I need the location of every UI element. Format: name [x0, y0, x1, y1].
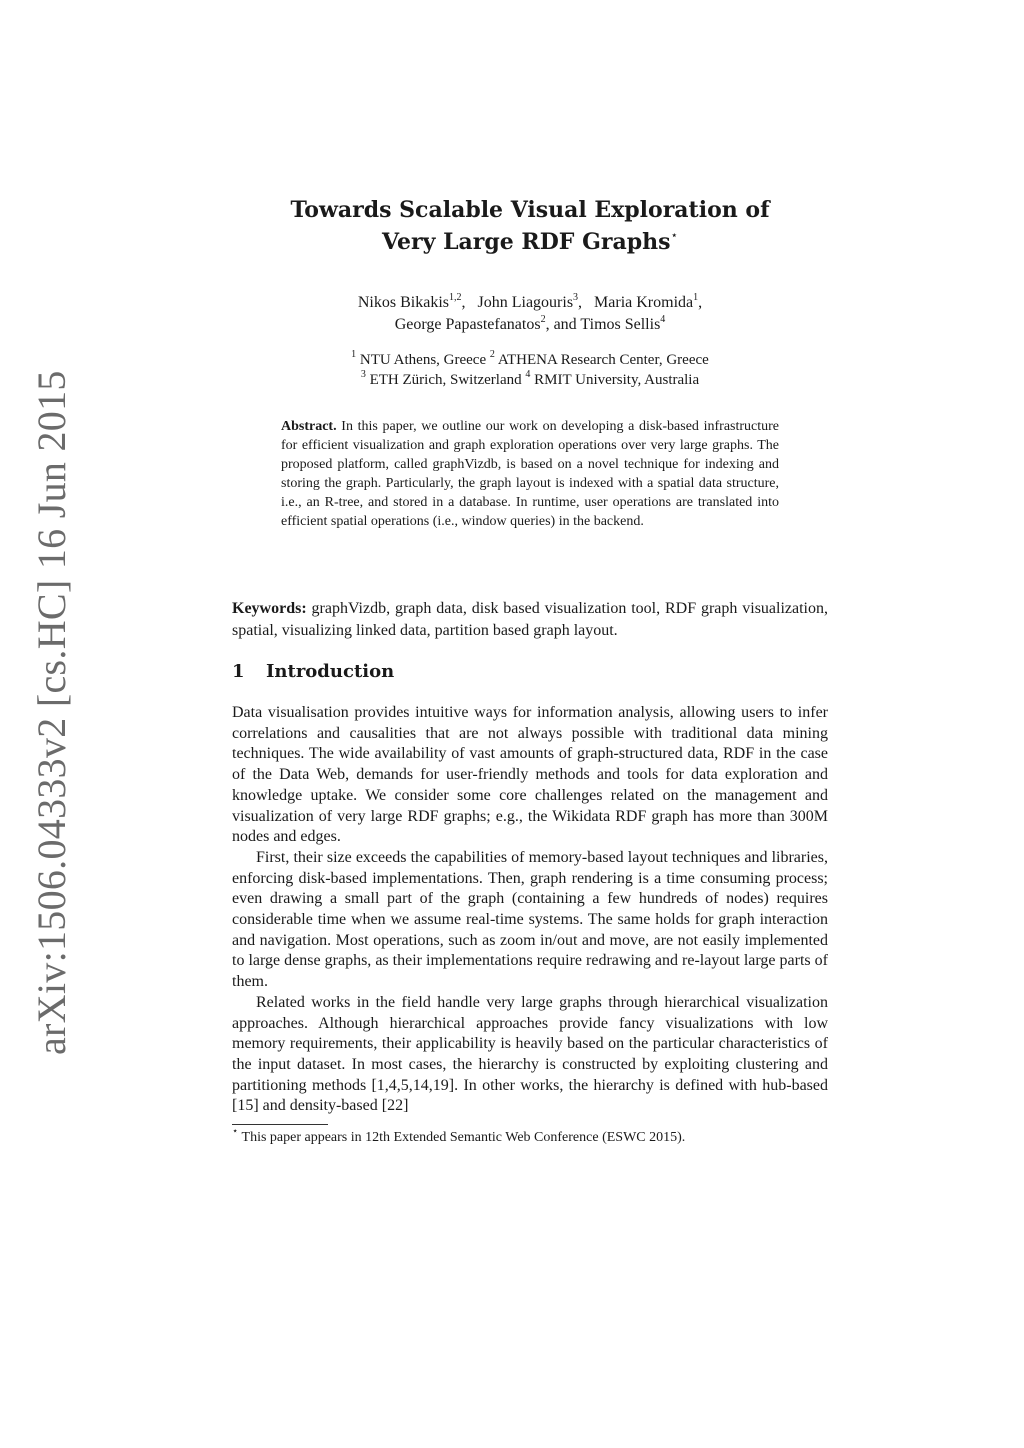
body-paragraph: Related works in the field handle very large graphs through hierarchical visualization approaches. Although hierarchical approaches provide fancy visualizations with low memory requirements, their applicability is heavily based on the particular characteristics of the input dataset. In most cases, the hierarchy is constructed by exploiting clustering and partitioning methods [1,4,5,14,19]. In other works, the hierarchy is defined with hub-based [15] and density-based [22] [232, 993, 828, 1115]
author-affiliation-mark: 4 [660, 314, 666, 325]
keywords-block [232, 598, 828, 642]
author-name: George Papastefanatos [394, 316, 541, 333]
title-line-1: Towards Scalable Visual Exploration of [290, 197, 770, 223]
author-affiliation-mark: 1,2 [449, 292, 462, 303]
affiliation-text: NTU Athens, Greece [359, 352, 487, 368]
footnote-mark: ⋆ [232, 1126, 239, 1137]
affiliation-number: 2 [489, 349, 495, 360]
author-name: Maria Kromida [594, 294, 694, 311]
affiliation-number: 1 [351, 349, 357, 360]
affiliation-line-2 [232, 370, 828, 390]
affiliation-number: 3 [360, 369, 366, 380]
section-heading [232, 659, 394, 685]
abstract-block [281, 417, 779, 531]
author-line-2: George Papastefanatos$^2$, and Timos Sellis$^4$ [394, 314, 666, 333]
title-line-2-text: Very Large RDF Graphs [382, 229, 671, 255]
body-paragraph: Data visualisation provides intuitive ways for information analysis, allowing users to infer correlations and causalities that are not always possible with traditional data mining techniques. The wide availability of vast amounts of graph-structured data, RDF in the case of the Data Web, demands for user-friendly methods and tools for data exploration and knowledge uptake. We consider some core challenges related on the management and visualization of very large RDF graphs; e.g., the Wikidata RDF graph has more than 300M nodes and edges. [232, 704, 828, 846]
footnote-text: This paper appears in 12th Extended Semantic Web Conference (ESWC 2015). [241, 1130, 686, 1145]
author-affiliation-mark: 1 [693, 292, 699, 303]
author-affiliation-mark: 3 [573, 292, 579, 303]
author-list [232, 292, 828, 336]
author-affiliation-mark: 2 [540, 314, 546, 325]
author-conjunction: and [553, 316, 577, 333]
author-name: Timos Sellis [580, 316, 661, 333]
arxiv-identifier-stamp: arXiv:1506.04333v2 [cs.HC] 16 Jun 2015 [29, 370, 74, 1055]
abstract-text: In this paper, we outline our work on developing a disk-based infrastructure for efficient visualization and graph exploration operations over very large graphs. The proposed platform, called graphVizdb, is based on a novel technique for indexing and storing the graph. Particularly, the graph layout is indexed with a spatial data structure, i.e., an R-tree, and stored in a database. In runtime, user operations are translated into efficient spatial operations (i.e., window queries) in the backend. [281, 419, 780, 529]
keywords-text: graphVizdb, graph data, disk based visualization tool, RDF graph visualization, spatial, visualizing linked data, partition based graph layout. [232, 600, 829, 639]
title-line-2 [232, 226, 828, 258]
author-name: John Liagouris [477, 294, 574, 311]
footnote [232, 1128, 828, 1147]
body-paragraph: First, their size exceeds the capabilities of memory-based layout techniques and libraries, enforcing disk-based implementations. Then, graph rendering is a time consuming process; even drawing a small part of the graph (containing a few hundreds of nodes) requires considerable time when we assume real-time systems. The same holds for graph interaction and navigation. Most operations, such as zoom in/out and move, are not easily implemented to large dense graphs, as their implementations require redrawing and re-layout large parts of them. [232, 848, 828, 991]
affiliation-text: RMIT University, Australia [534, 372, 700, 388]
affiliation-text: ATHENA Research Center, Greece [497, 352, 709, 368]
affiliation-line-1 [232, 350, 828, 370]
author-name: Nikos Bikakis [357, 294, 449, 311]
affiliation-list [232, 350, 828, 390]
footnote-rule [232, 1124, 328, 1125]
affiliation-text: ETH Zürich, Switzerland [369, 372, 522, 388]
affiliation-number: 4 [525, 369, 531, 380]
title-footnote-mark: ⋆ [670, 228, 678, 242]
abstract-label: Abstract. [281, 419, 337, 434]
section-number: 1 [232, 661, 245, 682]
paper-title [232, 194, 828, 258]
keywords-label: Keywords: [232, 600, 307, 617]
section-title: Introduction [266, 661, 395, 682]
body-text [232, 703, 828, 1117]
author-line-1: Nikos Bikakis$^{1,2}$, John Liagouris$^3$, Maria Kromida$^1$, [357, 292, 703, 311]
